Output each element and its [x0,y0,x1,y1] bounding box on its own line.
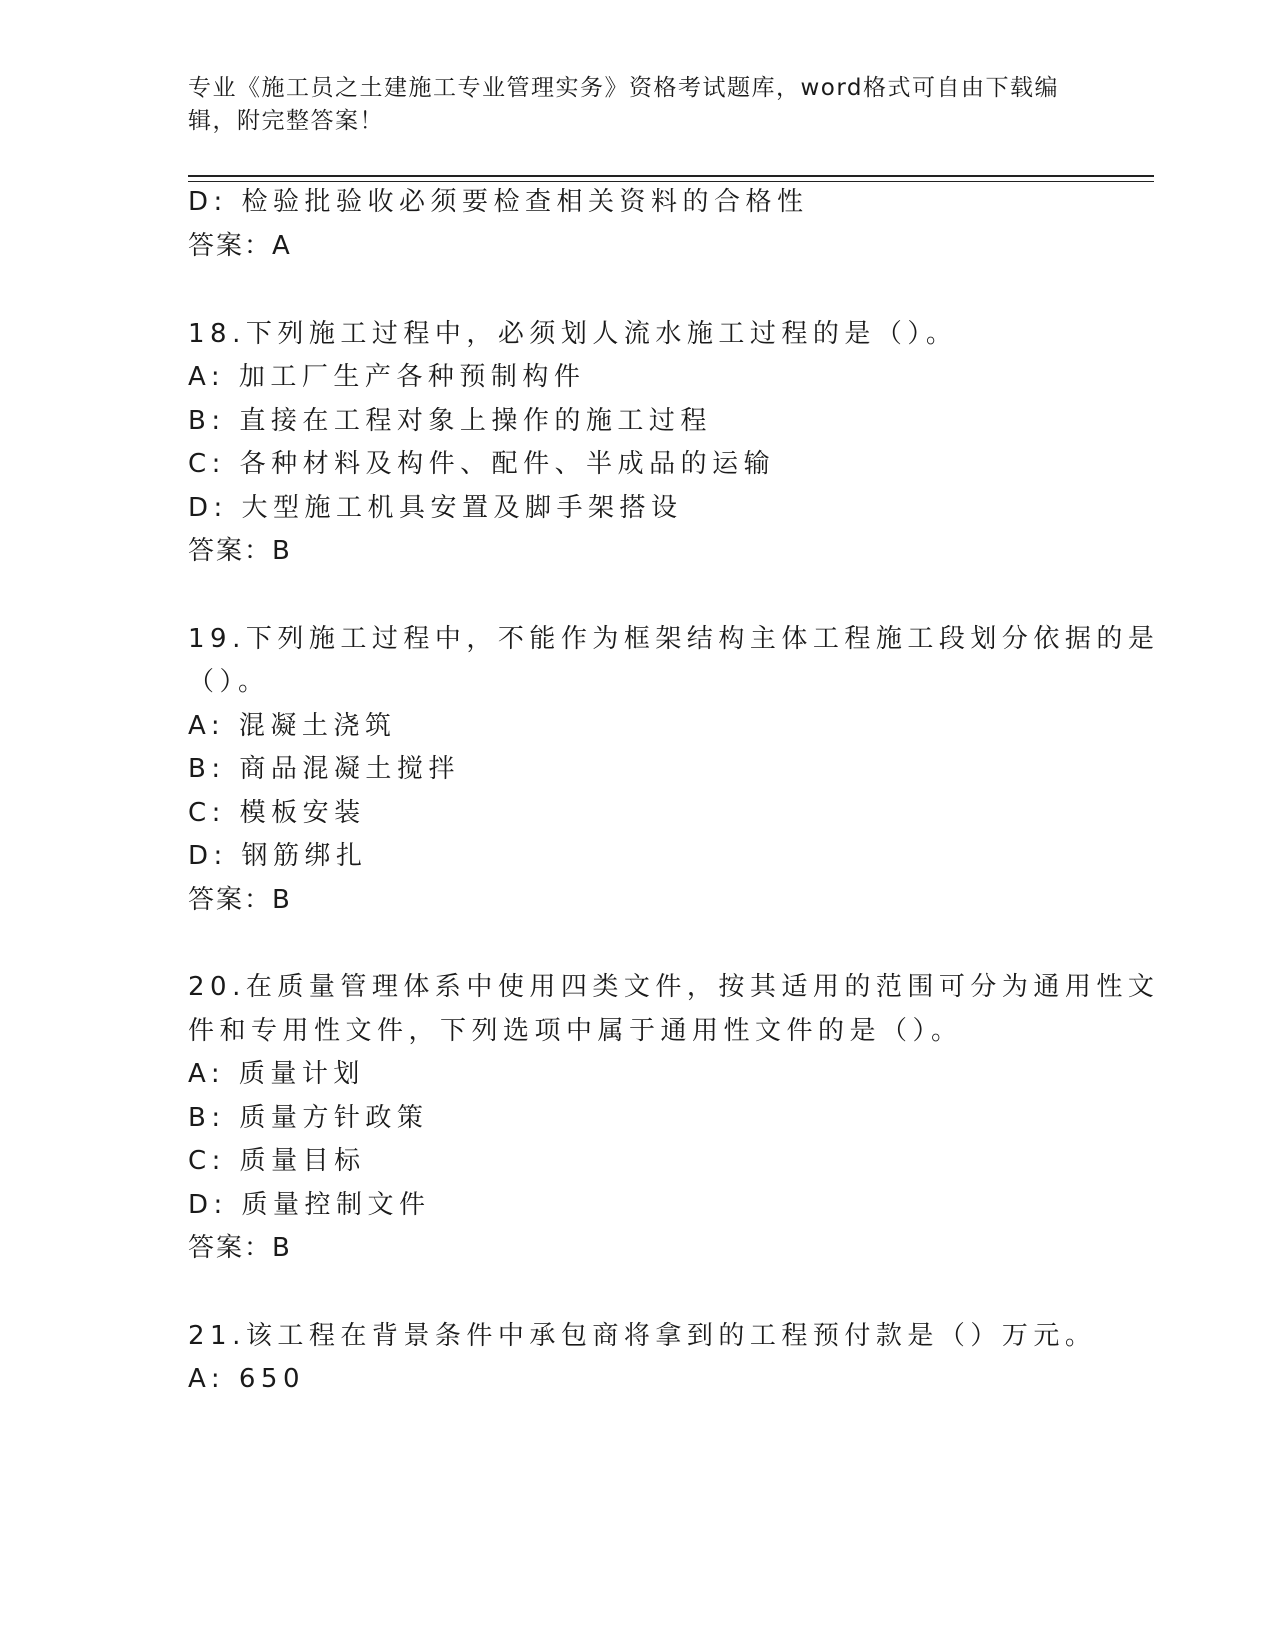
document-header [188,72,1088,138]
answer: 答案：B [188,1233,292,1263]
option-d: D: 质量控制文件 [188,1190,431,1220]
option-a: A: 650 [188,1364,305,1394]
answer: 答案：B [188,885,292,915]
option-b: B: 质量方针政策 [188,1103,429,1133]
option-b: B: 商品混凝土搅拌 [188,754,460,784]
question-stem: 19.下列施工过程中，不能作为框架结构主体工程施工段划分依据的是 [188,624,1160,654]
question-stem: 21.该工程在背景条件中承包商将拿到的工程预付款是（）万元。 [188,1321,1097,1351]
option-b: B: 直接在工程对象上操作的施工过程 [188,406,712,436]
question-stem-continued: 件和专用性文件，下列选项中属于通用性文件的是（）。 [188,1016,963,1046]
answer: 答案：B [188,536,292,566]
option-a: A: 质量计划 [188,1059,365,1089]
option-a: A: 混凝土浇筑 [188,711,397,741]
header-divider-thick [188,175,1154,177]
question-stem: 18.下列施工过程中，必须划人流水施工过程的是（）。 [188,319,958,349]
question-stem-continued: （）。 [188,667,270,697]
option-c: C: 各种材料及构件、配件、半成品的运输 [188,449,776,479]
question-stem: 20.在质量管理体系中使用四类文件，按其适用的范围可分为通用性文 [188,972,1160,1002]
option-a: A: 加工厂生产各种预制构件 [188,362,586,392]
option-d: D: 钢筋绑扎 [188,841,368,871]
header-text: 专业《施工员之土建施工专业管理实务》资格考试题库，word格式可自由下载编辑，附完整答案！ [188,75,1060,134]
answer: 答案：A [188,231,292,261]
option-d: D: 检验批验收必须要检查相关资料的合格性 [188,187,809,217]
option-d: D: 大型施工机具安置及脚手架搭设 [188,493,683,523]
option-c: C: 质量目标 [188,1146,366,1176]
option-c: C: 模板安装 [188,798,366,828]
header-divider-thin [188,181,1154,182]
